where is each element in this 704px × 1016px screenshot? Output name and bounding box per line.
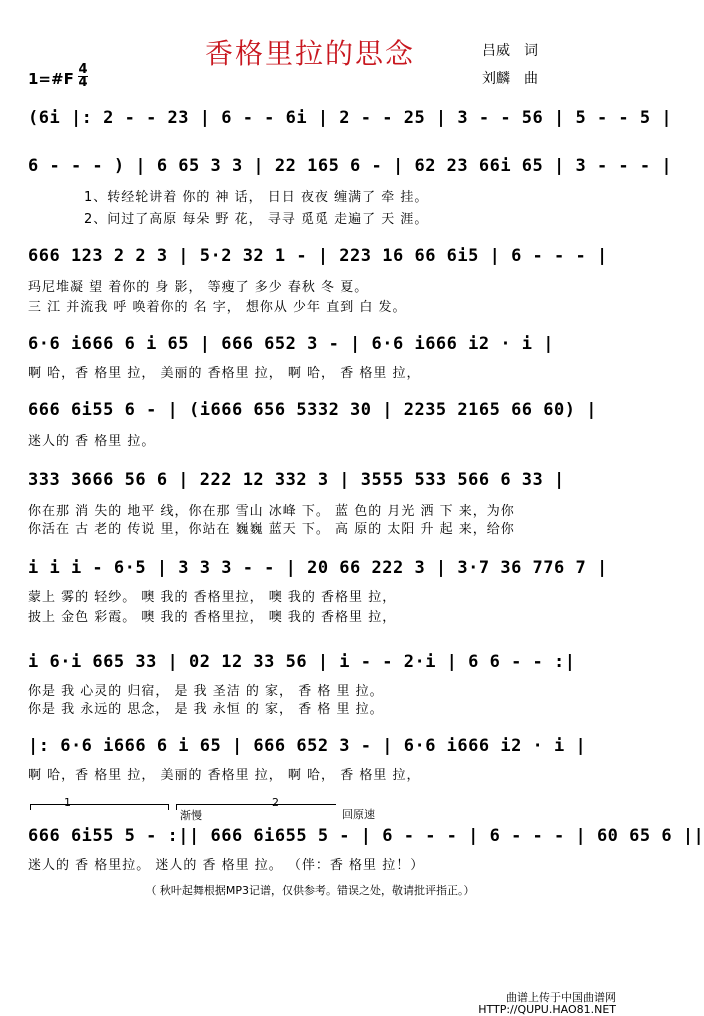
song-title: 香格里拉的思念 — [204, 37, 415, 70]
staff-system-10 — [28, 826, 704, 856]
lyric-verse-2: 披上 金色 彩霞。 噢 我的 香格里拉， 噢 我的 香格里 拉， — [28, 610, 397, 625]
lyric-verse-1: 玛尼堆凝 望 着你的 身 影， 等瘦了 多少 春秋 冬 夏。 — [28, 280, 369, 295]
staff-system-2 — [28, 156, 673, 186]
first-ending-bracket — [30, 804, 168, 805]
first-ending-number: 1 — [64, 796, 71, 809]
notation-line: 666 123 2 2 3 | 5·2 32 1 - | 223 16 66 6i5 | 6 - - - | — [28, 246, 608, 266]
time-signature-top: 4 — [78, 62, 88, 77]
key-signature: 1=#F — [28, 70, 74, 88]
transcription-note: （ 秋叶起舞根据MP3记谱，仅供参考。错误之处，敬请批评指正。） — [145, 884, 475, 897]
tempo-ritardando: 渐慢 — [180, 809, 202, 822]
composer-credit: 刘麟 曲 — [482, 71, 538, 87]
notation-line: i i i - 6·5 | 3 3 3 - - | 20 66 222 3 | 3·7 36 776 7 | — [28, 558, 608, 578]
staff-system-6 — [28, 470, 588, 500]
staff-system-3 — [28, 246, 608, 276]
lyric-ending: 迷人的 香 格里拉。 迷人的 香 格里 拉。 （伴：香 格里 拉！） — [28, 858, 425, 873]
watermark-line-1: 曲谱上传于中国曲谱网 — [506, 991, 616, 1004]
lyric-verse-2: 你是 我 永远的 思念， 是 我 永恒 的 家， 香 格 里 拉。 — [28, 702, 384, 717]
site-watermark — [478, 992, 616, 1016]
notation-line: 333 3666 56 6 | 222 12 332 3 | 3555 533 566 6 33 | — [28, 470, 565, 490]
staff-system-8 — [28, 652, 588, 682]
notation-line: 6 - - - ) | 6 65 3 3 | 22 165 6 - | 62 23 66i 65 | 3 - - - | — [28, 156, 673, 176]
staff-system-4 — [28, 334, 588, 364]
lyric-verse-2: 2、问过了高原 每朵 野 花， 寻寻 觅觅 走遍了 天 涯。 — [84, 212, 429, 227]
notation-line: 666 6i55 5 - :|| 666 6i655 5 - | 6 - - - | 6 - - - | 60 65 6 || — [28, 826, 704, 846]
notation-line: i 6·i 665 33 | 02 12 33 56 | i - - 2·i | 6 6 - - :| — [28, 652, 576, 672]
lyric-chorus: 迷人的 香 格里 拉。 — [28, 434, 156, 449]
first-ending-tick — [30, 804, 31, 810]
notation-line: |: 6·6 i666 6 i 65 | 666 652 3 - | 6·6 i666 i2 · i | — [28, 736, 587, 756]
notation-line: 666 6i55 6 - | (i666 656 5332 30 | 2235 2165 66 60) | — [28, 400, 597, 420]
notation-line: 6·6 i666 6 i 65 | 666 652 3 - | 6·6 i666 i2 · i | — [28, 334, 555, 354]
lyric-verse-2: 三 江 并流我 呼 唤着你的 名 字， 想你从 少年 直到 白 发。 — [28, 300, 407, 315]
lyric-chorus: 啊 哈，香 格里 拉， 美丽的 香格里 拉， 啊 哈， 香 格里 拉， — [28, 768, 421, 783]
first-ending-tick — [168, 804, 169, 810]
time-signature-bottom: 4 — [78, 75, 88, 90]
staff-system-7 — [28, 558, 608, 588]
staff-system-5 — [28, 400, 597, 430]
watermark-line-2: HTTP://QUPU.HAO81.NET — [478, 1003, 616, 1016]
lyricist-credit: 吕威 词 — [482, 43, 538, 59]
time-signature — [78, 64, 88, 89]
notation-line: (6i |: 2 - - 23 | 6 - - 6i | 2 - - 25 | 3 - - 56 | 5 - - 5 | — [28, 108, 673, 128]
lyric-verse-1: 你是 我 心灵的 归宿， 是 我 圣洁 的 家， 香 格 里 拉。 — [28, 684, 384, 699]
staff-system-9 — [28, 736, 588, 766]
second-ending-bracket — [176, 804, 336, 805]
second-ending-tick — [176, 804, 177, 810]
second-ending-number: 2 — [272, 796, 279, 809]
lyric-verse-1: 蒙上 雾的 轻纱。 噢 我的 香格里拉， 噢 我的 香格里 拉， — [28, 590, 397, 605]
lyric-verse-2: 你活在 古 老的 传说 里，你站在 巍巍 蓝天 下。 高 原的 太阳 升 起 来，给你 — [28, 522, 515, 537]
tempo-a-tempo: 回原速 — [342, 808, 375, 821]
lyric-verse-1: 你在那 消 失的 地平 线，你在那 雪山 冰峰 下。 蓝 色的 月光 洒 下 来，为你 — [28, 504, 515, 519]
lyric-verse-1: 1、转经轮讲着 你的 神 话， 日日 夜夜 缠满了 牵 挂。 — [84, 190, 429, 205]
staff-system-1 — [28, 108, 673, 138]
lyric-chorus: 啊 哈，香 格里 拉， 美丽的 香格里 拉， 啊 哈， 香 格里 拉， — [28, 366, 421, 381]
